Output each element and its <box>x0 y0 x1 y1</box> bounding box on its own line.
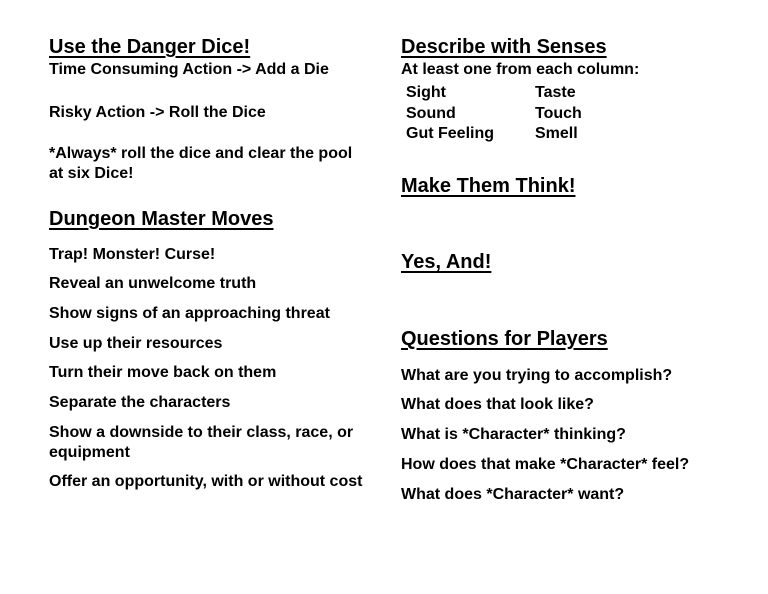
dm-move-item: Show signs of an approaching threat <box>49 305 330 322</box>
question-item: What does *Character* want? <box>401 486 625 503</box>
question-item: What is *Character* thinking? <box>401 426 626 443</box>
dm-move-item: Offer an opportunity, with or without cost <box>49 473 363 490</box>
dm-move-item: Reveal an unwelcome truth <box>49 275 257 292</box>
question-item: What are you trying to accomplish? <box>401 367 673 384</box>
senses-heading: Describe with Senses <box>401 36 607 58</box>
sense-touch: Touch <box>535 104 582 122</box>
dm-move-item: Turn their move back on them <box>49 364 277 381</box>
dm-move-item: Separate the characters <box>49 394 231 411</box>
danger-dice-heading: Use the Danger Dice! <box>49 36 251 58</box>
make-them-think-heading: Make Them Think! <box>401 175 576 197</box>
dm-move-item: Trap! Monster! Curse! <box>49 246 216 263</box>
sense-gut-feeling: Gut Feeling <box>406 125 494 142</box>
dm-move-item: Show a downside to their class, race, or equipment <box>49 424 354 461</box>
senses-table <box>406 83 635 145</box>
questions-heading: Questions for Players <box>401 328 608 350</box>
sense-taste: Taste <box>535 84 576 101</box>
dm-moves-heading: Dungeon Master Moves <box>49 208 274 230</box>
danger-dice-line-roll: Risky Action -> Roll the Dice <box>49 104 266 121</box>
question-item: What does that look like? <box>401 396 594 413</box>
senses-intro: At least one from each column: <box>401 61 640 78</box>
sense-sight: Sight <box>406 84 446 101</box>
sense-smell: Smell <box>535 125 578 142</box>
yes-and-heading: Yes, And! <box>401 251 492 273</box>
danger-dice-line-always: *Always* roll the dice and clear the pool at six Dice! <box>49 145 353 182</box>
dm-move-item: Use up their resources <box>49 335 223 352</box>
question-item: How does that make *Character* feel? <box>401 456 690 473</box>
danger-dice-line-add-die: Time Consuming Action -> Add a Die <box>49 61 329 78</box>
sense-sound: Sound <box>406 104 456 122</box>
